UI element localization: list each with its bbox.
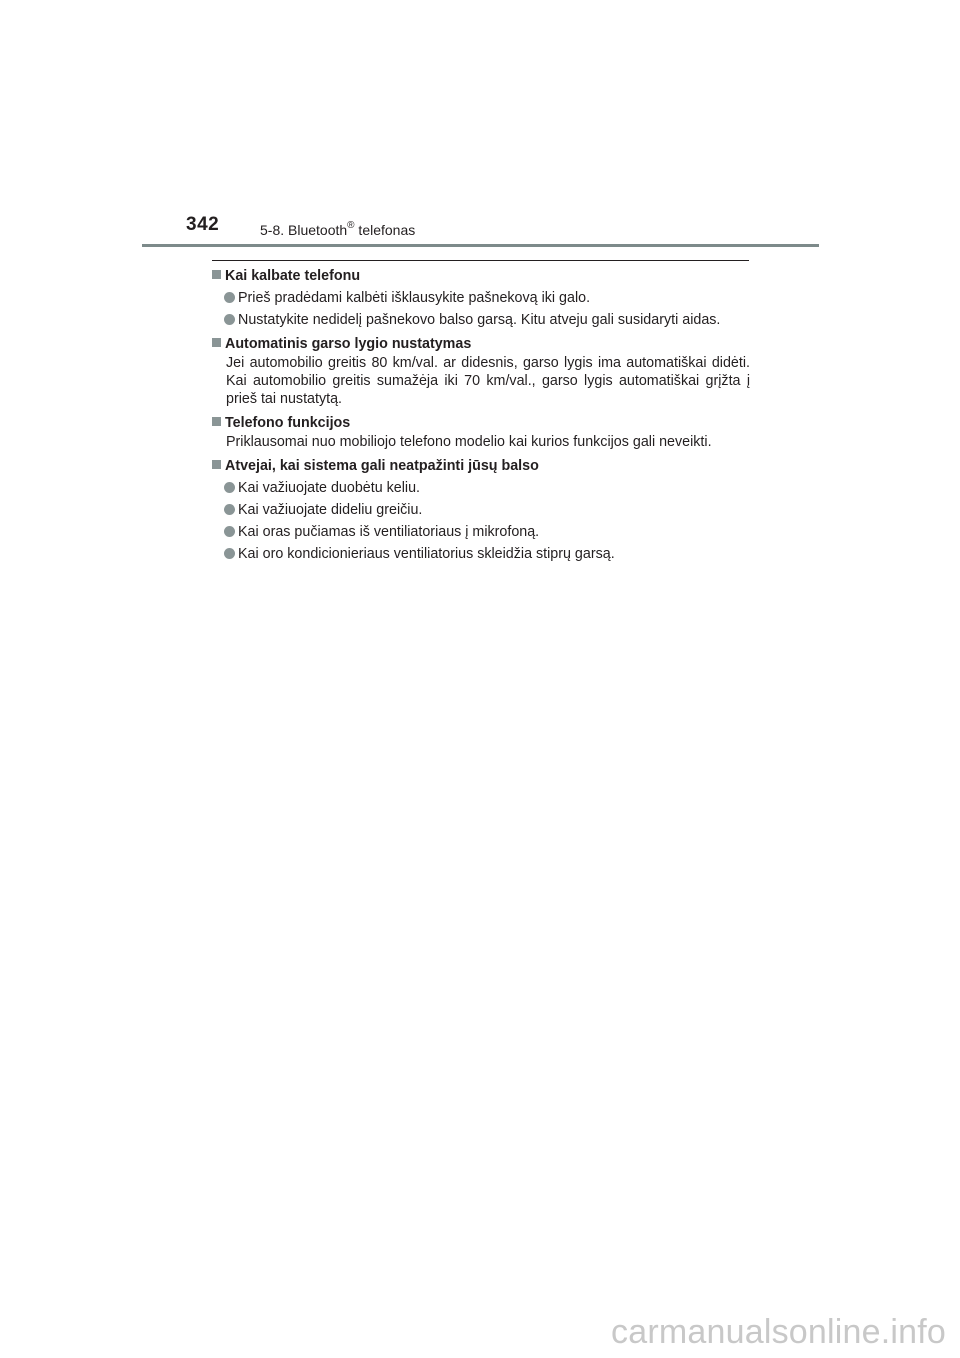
bullet-item <box>224 523 750 541</box>
square-bullet-icon <box>212 417 221 426</box>
heading-automatinis <box>212 335 750 353</box>
registered-mark: ® <box>347 220 355 231</box>
bullet-item <box>224 311 750 329</box>
bullet-item <box>224 501 750 519</box>
paragraph: Priklausomai nuo mobiliojo telefono modelio kai kurios funkcijos gali neveikti. <box>226 434 712 450</box>
page-number: 342 <box>186 214 220 235</box>
bullet-text: Kai oras pučiamas iš ventiliatoriaus į mikrofoną. <box>238 524 540 540</box>
circle-bullet-icon <box>224 292 235 303</box>
content <box>212 267 750 563</box>
bullet-item <box>224 545 750 563</box>
bullet-text: Nustatykite nedidelį pašnekovo balso garsą. Kitu atveju gali susidaryti aidas. <box>238 312 721 328</box>
heading-text: Kai kalbate telefonu <box>225 268 361 284</box>
bullet-text: Kai važiuojate duobėtu keliu. <box>238 480 421 496</box>
circle-bullet-icon <box>224 482 235 493</box>
bullet-text: Kai važiuojate dideliu greičiu. <box>238 502 423 518</box>
heading-telefono-funkcijos <box>212 414 750 432</box>
bullet-text: Kai oro kondicionieriaus ventiliatorius skleidžia stiprų garsą. <box>238 546 615 562</box>
heading-kai-kalbate <box>212 267 750 285</box>
square-bullet-icon <box>212 270 221 279</box>
heading-text: Telefono funkcijos <box>225 415 351 431</box>
paragraph: Jei automobilio greitis 80 km/val. ar didesnis, garso lygis ima automatiškai didėti. Kai automobilio greitis sumažėja iki 70 km/val., garso lygis automatiškai grįžta į prieš tai nustatytą. <box>226 355 750 407</box>
watermark: carmanualsonline.info <box>611 1313 946 1351</box>
circle-bullet-icon <box>224 548 235 559</box>
content-top-rule <box>212 260 749 261</box>
heading-text: Automatinis garso lygio nustatymas <box>225 336 472 352</box>
section-title-prefix: 5-8. Bluetooth <box>260 222 348 238</box>
bullet-item <box>224 479 750 497</box>
heading-text: Atvejai, kai sistema gali neatpažinti jūsų balso <box>225 458 539 474</box>
square-bullet-icon <box>212 460 221 469</box>
bullet-text: Prieš pradėdami kalbėti išklausykite pašnekovą iki galo. <box>238 290 591 306</box>
square-bullet-icon <box>212 338 221 347</box>
section-title <box>260 222 415 238</box>
circle-bullet-icon <box>224 504 235 515</box>
bullet-item <box>224 289 750 307</box>
section-title-suffix: telefonas <box>354 222 416 238</box>
circle-bullet-icon <box>224 314 235 325</box>
header-rule <box>142 244 819 247</box>
heading-atvejai <box>212 457 750 475</box>
circle-bullet-icon <box>224 526 235 537</box>
